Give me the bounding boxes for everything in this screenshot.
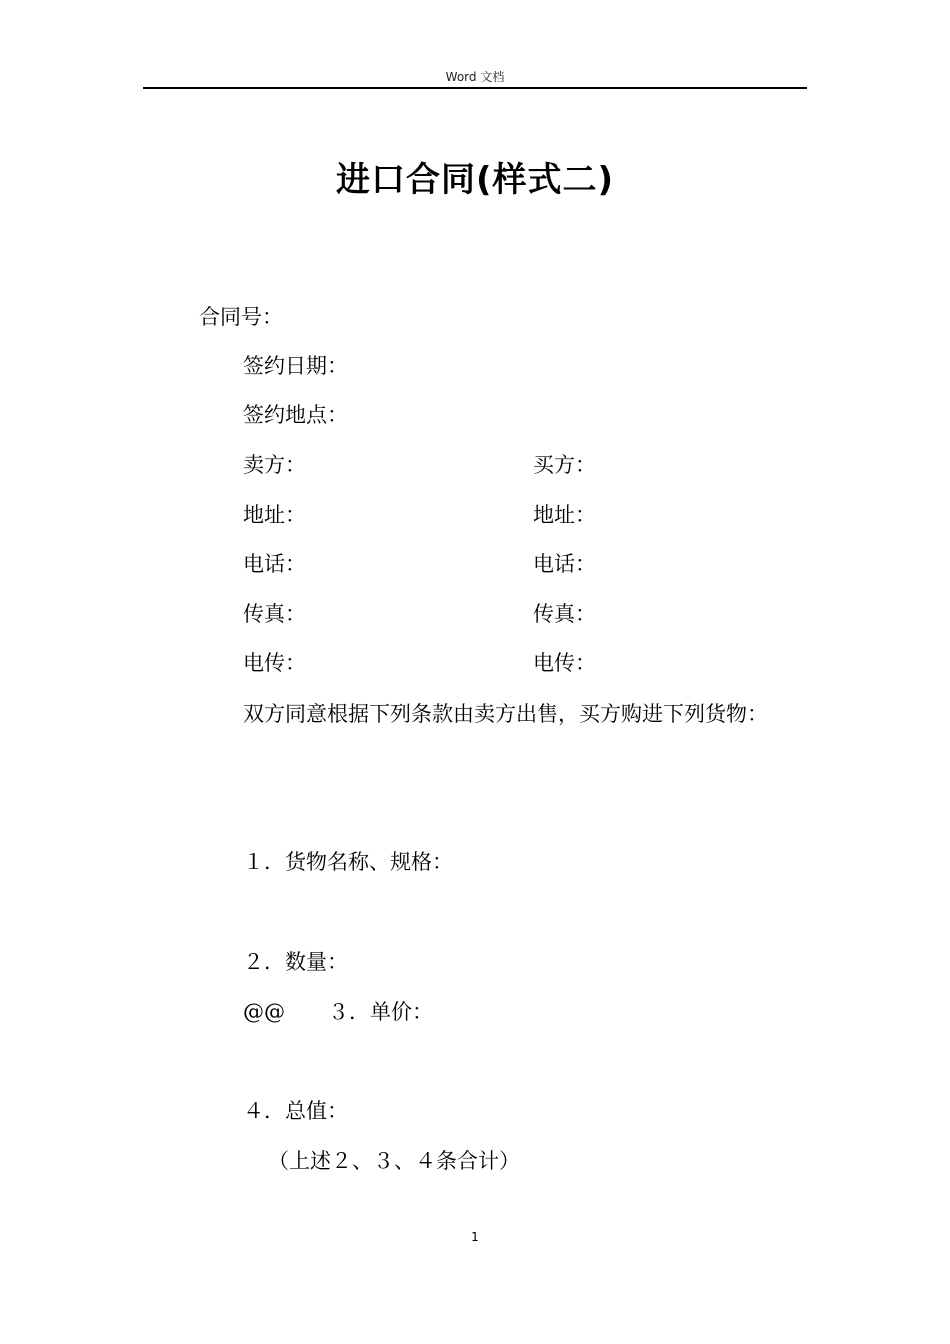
seller-label: 卖方： <box>243 453 306 477</box>
seller-telex-label: 电传： <box>243 651 306 675</box>
seller-fax-label: 传真： <box>243 602 306 626</box>
buyer-phone-label: 电话： <box>533 552 596 576</box>
buyer-telex-label: 电传： <box>533 651 596 675</box>
page-header: Word 文档 <box>445 70 505 84</box>
clause-1: １．货物名称、规格： <box>243 850 453 874</box>
clause-4-note: （上述２、３、４条合计） <box>268 1149 520 1173</box>
buyer-address-label: 地址： <box>533 503 596 527</box>
page-number: 1 <box>471 1230 479 1244</box>
contract-number-label: 合同号： <box>199 305 283 329</box>
seller-phone-label: 电话： <box>243 552 306 576</box>
buyer-label: 买方： <box>533 453 596 477</box>
clause-2: ２．数量： <box>243 950 348 974</box>
clause-4: ４．总值： <box>243 1099 348 1123</box>
seller-address-label: 地址： <box>243 503 306 527</box>
buyer-fax-label: 传真： <box>533 602 596 626</box>
clause-3: ３．单价： <box>328 1000 433 1024</box>
agreement-statement: 双方同意根据下列条款由卖方出售，买方购进下列货物： <box>243 702 768 726</box>
clause-3-prefix: @@ <box>243 1000 285 1024</box>
header-rule <box>143 87 807 89</box>
sign-date-label: 签约日期： <box>243 354 348 378</box>
sign-place-label: 签约地点： <box>243 403 348 427</box>
document-title: 进口合同(样式二) <box>335 160 615 200</box>
